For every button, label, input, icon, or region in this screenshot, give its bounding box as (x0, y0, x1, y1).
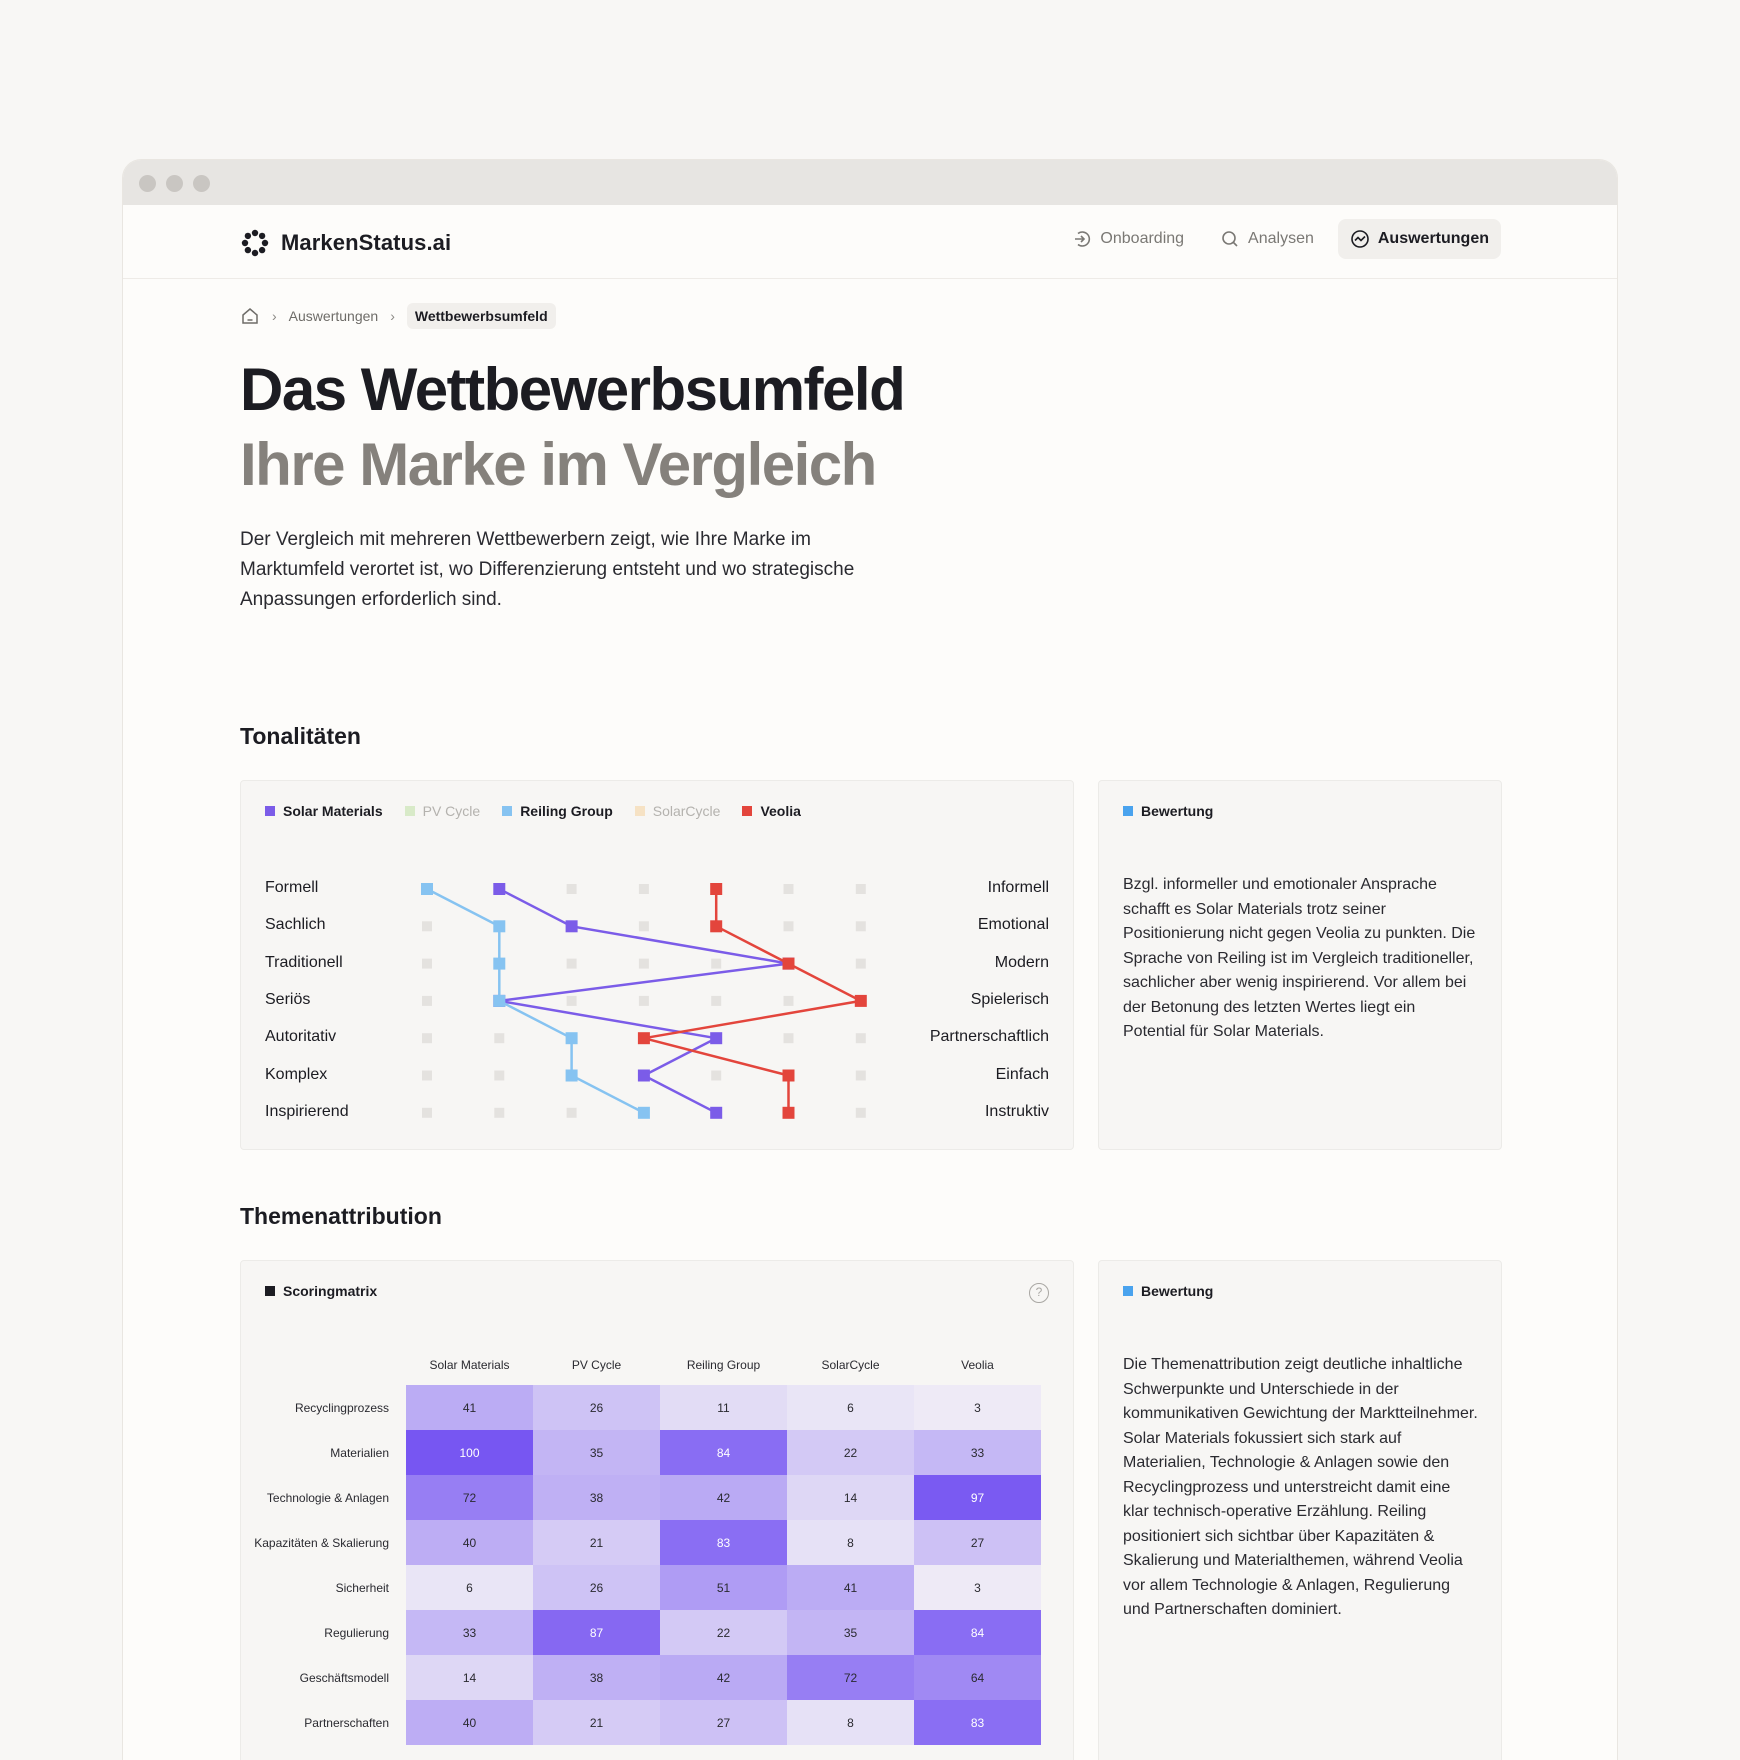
trait-label-left: Autoritativ (265, 1028, 337, 1046)
scale-marker (856, 1108, 866, 1118)
data-point-reiling-group[interactable] (493, 920, 505, 932)
matrix-cell[interactable]: 41 (406, 1385, 533, 1430)
scale-marker (422, 959, 432, 969)
tonality-evaluation-label: Bewertung (1141, 803, 1214, 819)
scale-marker (856, 884, 866, 894)
matrix-cell[interactable]: 33 (914, 1430, 1041, 1475)
scale-marker (784, 1033, 794, 1043)
data-point-solar-materials[interactable] (710, 1032, 722, 1044)
trait-label-right: Spielerisch (970, 990, 1049, 1008)
trait-label-right: Einfach (995, 1065, 1049, 1083)
matrix-column-header: Veolia (961, 1358, 994, 1372)
data-point-reiling-group[interactable] (638, 1107, 650, 1119)
scale-marker (422, 996, 432, 1006)
window-maximize-dot[interactable] (193, 175, 210, 192)
data-point-veolia[interactable] (783, 1070, 795, 1082)
series-line-veolia (644, 889, 861, 1113)
data-point-reiling-group[interactable] (566, 1070, 578, 1082)
matrix-row (251, 1610, 1041, 1655)
scale-marker (711, 1071, 721, 1081)
matrix-cell[interactable]: 14 (406, 1655, 533, 1700)
breadcrumb-current: Wettbewerbsumfeld (407, 303, 556, 329)
matrix-cell[interactable]: 87 (533, 1610, 660, 1655)
matrix-cell[interactable]: 6 (787, 1385, 914, 1430)
matrix-cell[interactable]: 41 (787, 1565, 914, 1610)
matrix-cell[interactable]: 72 (787, 1655, 914, 1700)
nav-auswertungen-label: Auswertungen (1377, 230, 1489, 247)
matrix-row-label: Kapazitäten & Skalierung (254, 1535, 389, 1550)
matrix-cell[interactable]: 35 (787, 1610, 914, 1655)
top-navigation (123, 205, 1617, 279)
matrix-row (251, 1385, 1041, 1430)
scale-marker (494, 1033, 504, 1043)
data-point-veolia[interactable] (855, 995, 867, 1007)
matrix-cell[interactable]: 27 (914, 1520, 1041, 1565)
matrix-cell[interactable]: 8 (787, 1520, 914, 1565)
matrix-cell[interactable]: 26 (533, 1385, 660, 1430)
matrix-cell[interactable]: 42 (660, 1655, 787, 1700)
matrix-cell[interactable]: 42 (660, 1475, 787, 1520)
window-titlebar (123, 160, 1617, 205)
scale-marker (422, 1108, 432, 1118)
logo-icon (241, 229, 269, 257)
scale-marker (856, 959, 866, 969)
matrix-row-label: Sicherheit (335, 1580, 389, 1595)
legend-label: Reiling Group (520, 803, 613, 819)
matrix-row-label: Materialien (330, 1445, 389, 1460)
matrix-column-header: Solar Materials (429, 1358, 510, 1372)
scale-marker (567, 1108, 577, 1118)
scale-marker (856, 1033, 866, 1043)
data-point-solar-materials[interactable] (566, 920, 578, 932)
scoring-matrix-header (265, 1283, 377, 1299)
matrix-row-label: Recyclingprozess (294, 1400, 389, 1415)
data-point-veolia[interactable] (710, 883, 722, 895)
browser-window (123, 160, 1617, 1760)
question-icon[interactable]: ? (1029, 1283, 1049, 1303)
matrix-cell[interactable]: 72 (406, 1475, 533, 1520)
themes-evaluation-label: Bewertung (1141, 1283, 1214, 1299)
legend-label: PV Cycle (422, 803, 481, 819)
nav-analysen-label: Analysen (1248, 230, 1314, 247)
tonality-evaluation-header (1123, 803, 1213, 819)
scale-marker (422, 1033, 432, 1043)
trait-label-left: Traditionell (265, 953, 343, 971)
tonality-evaluation-card (1098, 780, 1502, 1150)
data-point-solar-materials[interactable] (493, 883, 505, 895)
tonality-section-title: Tonalitäten (240, 723, 361, 749)
matrix-cell[interactable]: 83 (660, 1520, 787, 1565)
scale-marker (784, 884, 794, 894)
app-name: MarkenStatus.ai (281, 230, 452, 255)
tonality-chart (241, 781, 1074, 1150)
scale-marker (567, 884, 577, 894)
chevron-right-icon: › (272, 308, 277, 324)
tonality-chart-card (240, 780, 1074, 1150)
app-logo[interactable] (241, 229, 451, 257)
data-point-reiling-group[interactable] (493, 995, 505, 1007)
matrix-cell[interactable]: 64 (914, 1655, 1041, 1700)
matrix-cell[interactable]: 21 (533, 1520, 660, 1565)
matrix-row-label: Geschäftsmodell (299, 1670, 389, 1685)
matrix-cell[interactable]: 14 (787, 1475, 914, 1520)
matrix-cell[interactable]: 35 (533, 1430, 660, 1475)
matrix-cell[interactable]: 100 (406, 1430, 533, 1475)
matrix-row (251, 1655, 1041, 1700)
trend-chart-icon (1350, 229, 1370, 249)
matrix-color-swatch (265, 1286, 275, 1296)
trait-label-right: Instruktiv (984, 1102, 1049, 1120)
matrix-cell[interactable]: 11 (660, 1385, 787, 1430)
nav-onboarding[interactable] (1060, 219, 1196, 259)
matrix-cell[interactable]: 6 (406, 1565, 533, 1610)
window-minimize-dot[interactable] (166, 175, 183, 192)
nav-auswertungen[interactable] (1338, 219, 1501, 259)
legend-label: Veolia (760, 803, 801, 819)
breadcrumb-parent[interactable]: Auswertungen (288, 308, 379, 324)
data-point-reiling-group[interactable] (421, 883, 433, 895)
trait-label-left: Inspirierend (265, 1102, 349, 1120)
evaluation-color-swatch (1123, 806, 1133, 816)
scale-marker (639, 996, 649, 1006)
scale-marker (784, 996, 794, 1006)
matrix-cell[interactable]: 22 (660, 1610, 787, 1655)
series-line-reiling-group (427, 889, 644, 1113)
matrix-column-header: SolarCycle (821, 1358, 880, 1372)
matrix-cell[interactable]: 38 (533, 1655, 660, 1700)
trait-label-right: Emotional (977, 916, 1049, 934)
window-close-dot[interactable] (139, 175, 156, 192)
data-point-solar-materials[interactable] (638, 1070, 650, 1082)
matrix-row (251, 1430, 1041, 1475)
search-icon (1220, 229, 1240, 249)
themes-evaluation-header (1123, 1283, 1213, 1299)
matrix-cell[interactable]: 21 (533, 1700, 660, 1745)
matrix-cell[interactable]: 40 (406, 1520, 533, 1565)
trait-label-right: Informell (987, 879, 1049, 896)
nav-onboarding-label: Onboarding (1100, 230, 1185, 247)
themes-evaluation-card (1098, 1260, 1502, 1760)
scale-marker (422, 921, 432, 931)
data-point-reiling-group[interactable] (566, 1032, 578, 1044)
matrix-row (251, 1700, 1041, 1745)
data-point-veolia[interactable] (783, 958, 795, 970)
tonality-evaluation-text: Bzgl. informeller und emotionaler Ansprache schafft es Solar Materials trotz seiner Positionierung nicht gegen Veolia zu punkten. Die Sprache von Reiling ist im Vergleich traditioneller, sachlicher aber wenig inspirierend. Vor allem bei der Betonung des letzten Wertes liegt ein Potential für Solar Materials. (1123, 876, 1476, 1040)
themes-section-title: Themenattribution (240, 1203, 442, 1229)
scale-marker (422, 1071, 432, 1081)
matrix-cell[interactable]: 97 (914, 1475, 1041, 1520)
scale-marker (711, 996, 721, 1006)
matrix-column-header: Reiling Group (686, 1358, 761, 1372)
home-icon[interactable] (240, 306, 260, 326)
trait-label-right: Partnerschaftlich (929, 1028, 1049, 1046)
trait-label-left: Komplex (265, 1065, 328, 1083)
matrix-row-label: Partnerschaften (304, 1715, 389, 1730)
matrix-corner (251, 1345, 406, 1385)
matrix-cell[interactable]: 51 (660, 1565, 787, 1610)
scale-marker (639, 921, 649, 931)
page-title: Das Wettbewerbsumfeld (240, 356, 905, 423)
matrix-cell[interactable]: 40 (406, 1700, 533, 1745)
scale-marker (856, 921, 866, 931)
matrix-cell[interactable]: 38 (533, 1475, 660, 1520)
scale-marker (567, 959, 577, 969)
data-point-veolia[interactable] (783, 1107, 795, 1119)
page-lead: Der Vergleich mit mehreren Wettbewerbern zeigt, wie Ihre Marke im Marktumfeld verortet ist, wo Differenzierung entsteht und wo strategische Anpassungen erforderlich sind. (240, 529, 855, 610)
scoring-matrix-card (240, 1260, 1074, 1760)
themes-evaluation-text: Die Themenattribution zeigt deutliche inhaltliche Schwerpunkte und Unterschiede in der kommunikativen Gewichtung der Marktteilnehmer. Solar Materials fokussiert sich stark auf Materialien, Technologie & Anlagen sowie den Recyclingprozess und unterstreicht damit eine klar technisch-operative Erzählung. Reiling positioniert sich sichtbar über Kapazitäten & Skalierung und Materialthemen, während Veolia vor allem Technologie & Anlagen, Regulierung und Partnerschaften dominiert. (1123, 1356, 1478, 1618)
nav-analysen[interactable] (1208, 219, 1326, 259)
matrix-cell[interactable]: 27 (660, 1700, 787, 1745)
scale-marker (567, 996, 577, 1006)
data-point-veolia[interactable] (638, 1032, 650, 1044)
login-arrow-icon (1072, 229, 1092, 249)
matrix-cell[interactable]: 3 (914, 1385, 1041, 1430)
legend-label: Solar Materials (283, 803, 383, 819)
scale-marker (711, 959, 721, 969)
scale-marker (856, 1071, 866, 1081)
matrix-cell[interactable]: 8 (787, 1700, 914, 1745)
matrix-cell[interactable]: 26 (533, 1565, 660, 1610)
matrix-row (251, 1520, 1041, 1565)
scale-marker (784, 921, 794, 931)
evaluation-color-swatch (1123, 1286, 1133, 1296)
matrix-row (251, 1565, 1041, 1610)
matrix-cell[interactable]: 84 (660, 1430, 787, 1475)
trait-label-left: Formell (265, 879, 319, 896)
scoring-matrix-label: Scoringmatrix (283, 1283, 378, 1299)
scale-marker (639, 959, 649, 969)
data-point-solar-materials[interactable] (710, 1107, 722, 1119)
matrix-cell[interactable]: 83 (914, 1700, 1041, 1745)
scale-marker (494, 1108, 504, 1118)
scoring-matrix-table (251, 1345, 1041, 1745)
matrix-row (251, 1475, 1041, 1520)
matrix-column-header: PV Cycle (571, 1358, 622, 1372)
scale-marker (639, 884, 649, 894)
chevron-right-icon: › (390, 308, 395, 324)
data-point-reiling-group[interactable] (493, 958, 505, 970)
trait-label-left: Seriös (265, 990, 311, 1008)
matrix-cell[interactable]: 22 (787, 1430, 914, 1475)
matrix-row-label: Regulierung (324, 1625, 389, 1640)
legend-label: SolarCycle (652, 803, 721, 819)
matrix-row-label: Technologie & Anlagen (266, 1490, 389, 1505)
breadcrumb (240, 303, 556, 329)
matrix-cell[interactable]: 3 (914, 1565, 1041, 1610)
trait-label-left: Sachlich (265, 916, 326, 934)
trait-label-right: Modern (994, 953, 1049, 971)
scale-marker (494, 1071, 504, 1081)
page-subtitle: Ihre Marke im Vergleich (240, 431, 876, 498)
data-point-veolia[interactable] (710, 920, 722, 932)
matrix-cell[interactable]: 33 (406, 1610, 533, 1655)
matrix-cell[interactable]: 84 (914, 1610, 1041, 1655)
